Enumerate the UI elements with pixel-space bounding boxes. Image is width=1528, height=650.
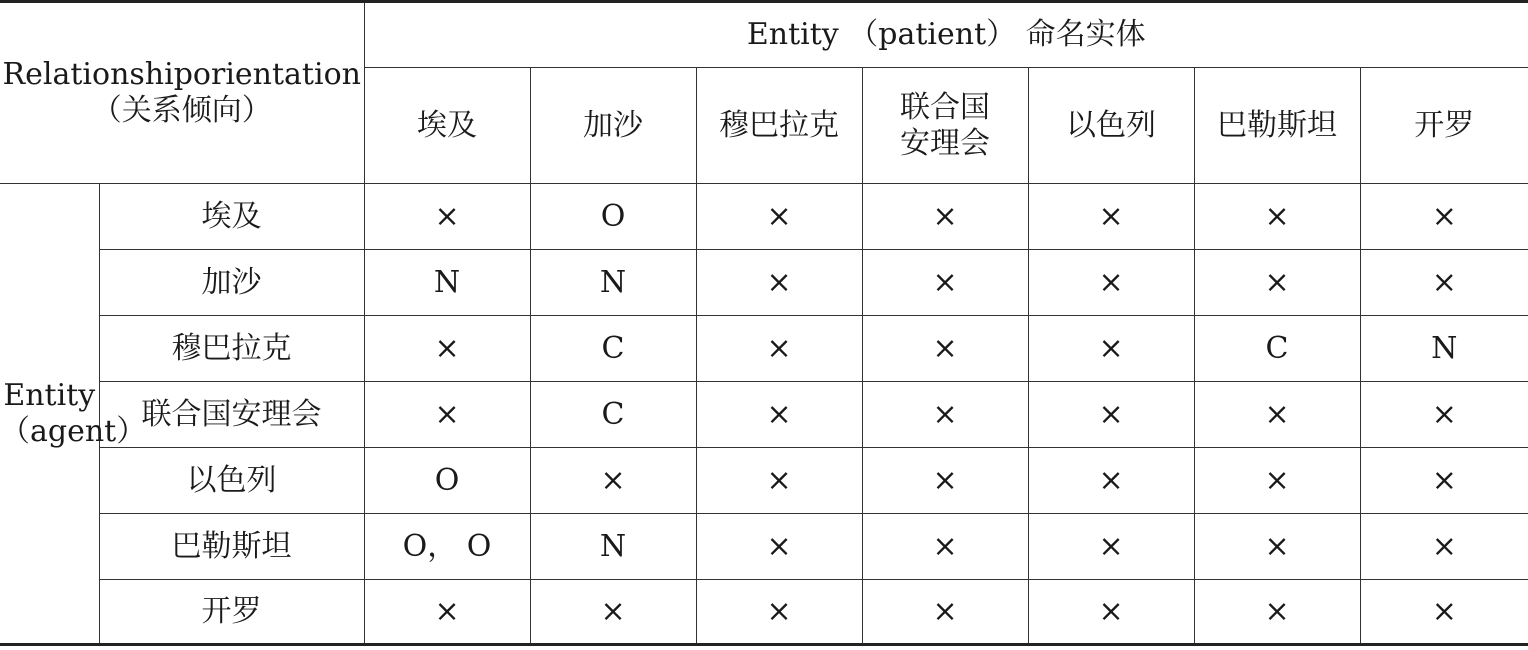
column-header: 开罗	[1360, 68, 1528, 184]
table-cell: ×	[1028, 250, 1194, 316]
table-cell: ×	[1360, 448, 1528, 514]
table-cell: ×	[696, 316, 862, 382]
table-cell: ×	[1028, 514, 1194, 580]
table-cell: ×	[530, 448, 696, 514]
table-cell: ×	[1360, 580, 1528, 645]
table-row	[0, 316, 1528, 382]
table-cell: O	[530, 184, 696, 250]
table-cell: ×	[1360, 184, 1528, 250]
table-row	[0, 250, 1528, 316]
table-row	[0, 184, 1528, 250]
table-cell: ×	[1194, 250, 1360, 316]
column-header: 穆巴拉克	[696, 68, 862, 184]
table-row	[0, 580, 1528, 645]
table-cell: ×	[696, 184, 862, 250]
table-cell: ×	[1360, 382, 1528, 448]
table-cell: ×	[862, 382, 1028, 448]
patient-entity-header: Entity （patient） 命名实体	[364, 2, 1528, 68]
corner-line-1: Relationshiporientation	[2, 57, 361, 92]
table-cell: C	[530, 316, 696, 382]
row-header: 埃及	[99, 184, 364, 250]
table-cell: ×	[1194, 580, 1360, 645]
relationship-orientation-header	[0, 2, 364, 184]
table-cell: ×	[364, 184, 530, 250]
table-cell: ×	[1360, 250, 1528, 316]
table-cell: ×	[696, 382, 862, 448]
table-cell: O	[364, 448, 530, 514]
column-header: 加沙	[530, 68, 696, 184]
table-cell: ×	[696, 250, 862, 316]
table-cell: ×	[1028, 382, 1194, 448]
table-cell: ×	[1028, 316, 1194, 382]
agent-entity-header	[0, 184, 147, 645]
header-row-patient	[0, 2, 1528, 68]
table-cell: ×	[862, 184, 1028, 250]
table-cell: ×	[364, 580, 530, 645]
column-header	[862, 68, 1028, 184]
table-cell: C	[1194, 316, 1360, 382]
table-cell: ×	[696, 580, 862, 645]
table-cell: ×	[862, 316, 1028, 382]
row-header: 加沙	[99, 250, 364, 316]
column-header: 巴勒斯坦	[1194, 68, 1360, 184]
table-cell: ×	[364, 316, 530, 382]
agent-label-line-1: Entity	[3, 377, 96, 413]
table-row	[0, 448, 1528, 514]
table-cell: O， O	[364, 514, 530, 580]
row-header: 穆巴拉克	[99, 316, 364, 382]
column-header-text: 联合国安理会	[900, 89, 991, 161]
table-cell: ×	[862, 514, 1028, 580]
table-cell: ×	[530, 580, 696, 645]
table-cell: ×	[1194, 382, 1360, 448]
table-cell: N	[1360, 316, 1528, 382]
table-cell: ×	[862, 250, 1028, 316]
table-cell: ×	[1194, 184, 1360, 250]
row-header: 开罗	[99, 580, 364, 645]
table-cell: ×	[1194, 448, 1360, 514]
agent-label-line-2: （agent）	[0, 413, 147, 449]
table-cell: N	[530, 514, 696, 580]
row-header: 巴勒斯坦	[99, 514, 364, 580]
table-cell: N	[530, 250, 696, 316]
table-cell: ×	[862, 448, 1028, 514]
column-header: 埃及	[364, 68, 530, 184]
table-cell: ×	[1028, 184, 1194, 250]
table-cell: ×	[1028, 580, 1194, 645]
row-header: 以色列	[99, 448, 364, 514]
table-cell: ×	[696, 514, 862, 580]
table-cell: C	[530, 382, 696, 448]
table-cell: N	[364, 250, 530, 316]
table-cell: ×	[862, 580, 1028, 645]
table-row	[0, 514, 1528, 580]
table-cell: ×	[1360, 514, 1528, 580]
corner-line-2: （关系倾向）	[91, 93, 272, 128]
table-cell: ×	[1194, 514, 1360, 580]
table-cell: ×	[364, 382, 530, 448]
table-row	[0, 382, 1528, 448]
column-header: 以色列	[1028, 68, 1194, 184]
table-cell: ×	[696, 448, 862, 514]
table-cell: ×	[1028, 448, 1194, 514]
row-header: 联合国安理会	[99, 382, 364, 448]
